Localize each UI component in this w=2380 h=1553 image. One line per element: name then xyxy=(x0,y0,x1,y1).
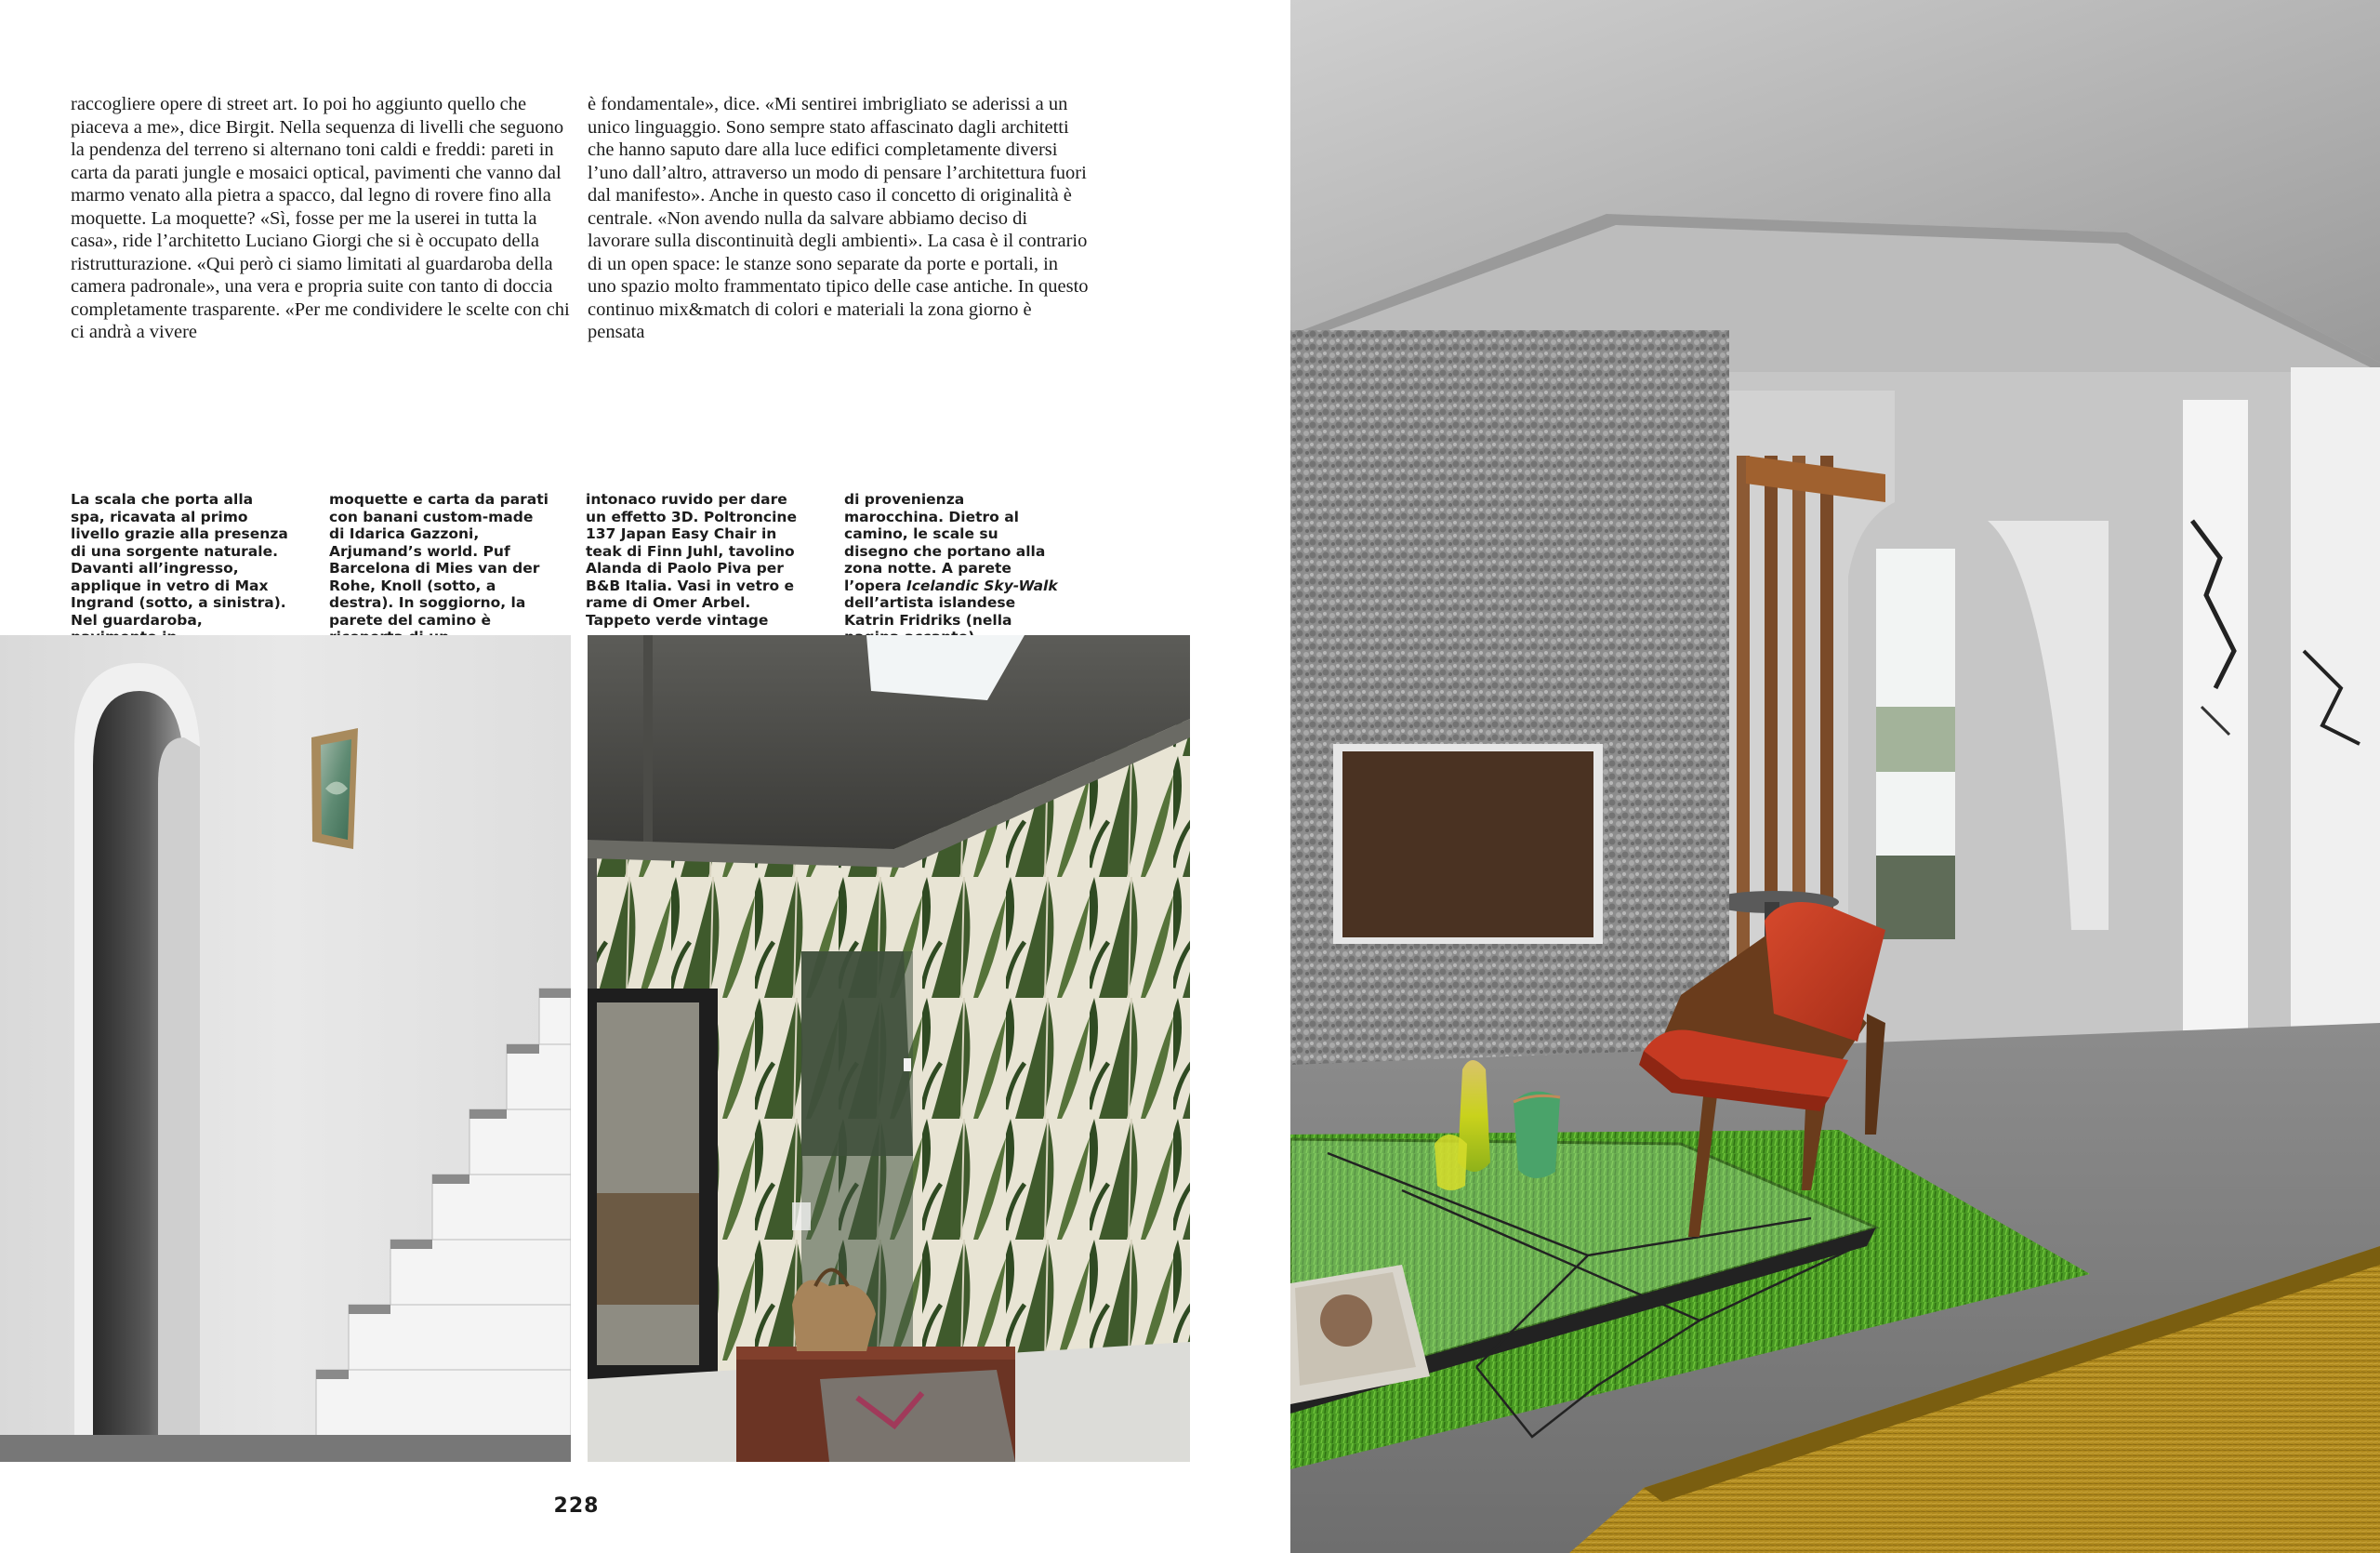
caption-column-2: moquette e carta da parati con banani custom-made di Idarica Gazzoni, Arjumand’s world. Puf Barcelona di Mies van der Rohe, Knoll (sotto, a destra). In soggiorno, la parete del camino è xyxy=(329,491,549,629)
page-number: 228 xyxy=(553,1494,600,1518)
caption-text: dell’artista islandese Katrin Fridriks (nella xyxy=(844,594,1016,629)
caption-text: di provenienza marocchina. Dietro al camino, le scale su disegno che portano alla zona notte. A parete l’opera xyxy=(844,491,1046,594)
body-text-column-1 xyxy=(71,93,573,344)
body-paragraph: raccogliere opere di street art. Io poi ho aggiunto quello che piaceva a me», dice Birgit. Nella sequenza di livelli che seguono la pendenza del terreno si alternano toni caldi e freddi: pareti in carta da parati jungle e mosaici optical, pavimenti che vanno dal marmo venato alla pietra a spacco, dal legno di rovere fino alla moquette. La moquette? «Sì, fosse per me la userei in tutta la casa», ride l’architetto Luciano Giorgi che si è occupato della ristrutturazione. «Qui però ci siamo limitati al guardaroba della camera padronale», una vera e propria suite con tanto di doccia completamente trasparente. «Per me condividere le scelte con chi ci andrà a vivere xyxy=(71,94,570,342)
caption-column-3: intonaco ruvido per dare un effetto 3D. Poltroncine 137 Japan Easy Chair in teak di Finn Juhl, tavolino Alanda di Paolo Piva per B&B Italia. Vasi in vetro e rame di Omer Arbel. Tappeto verde vintage xyxy=(586,491,797,629)
artwork-title: Icelandic Sky-Walk xyxy=(906,577,1058,594)
body-text-column-2 xyxy=(588,93,1090,344)
photo-living-room xyxy=(1290,0,2380,1553)
body-paragraph: è fondamentale», dice. «Mi sentirei imbrigliato se aderissi a un unico linguaggio. Sono sempre stato affascinato dagli architetti che hanno saputo dare alla luce edifici completamente diversi l’uno dall’altro, attraverso un modo di pensare l’architettura fuori dal manifesto». Anche in questo caso il concetto di originalità è centrale. «Non avendo nulla da salvare abbiamo deciso di lavorare sulla discontinuità degli ambienti». La casa è il contrario di un open space: le stanze sono separate da porte e portali, in uno spazio molto frammentato tipico delle case antiche. In questo continuo mix&match di colori e materiali la zona giorno è pensata xyxy=(588,94,1089,342)
photo-staircase xyxy=(0,635,571,1462)
caption-column-1: La scala che porta alla spa, ricavata al primo livello grazie alla presenza di una sorgente naturale. Davanti all’ingresso, applique in vetro di Max Ingrand (sotto, a sinistra). Nel guardaroba, xyxy=(71,491,288,629)
caption-column-4 xyxy=(844,491,1064,646)
photo-dressing-room xyxy=(588,635,1190,1462)
